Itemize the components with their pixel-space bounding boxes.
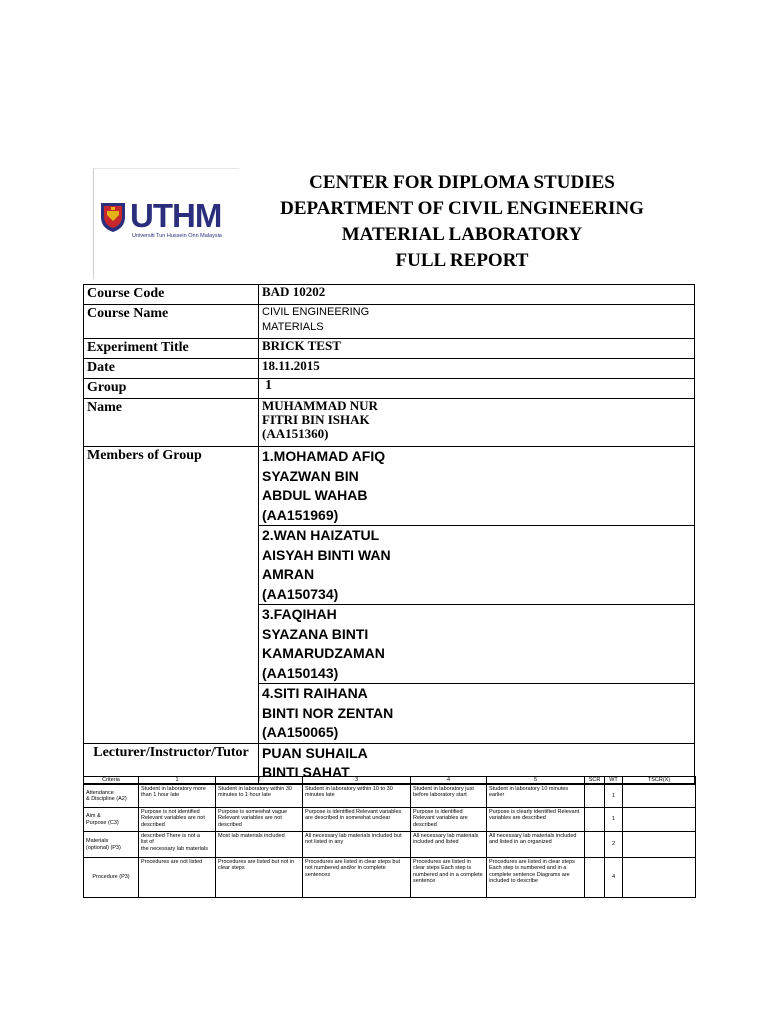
member-1-line-4: (AA151969)	[262, 506, 339, 523]
rubric-total-score-cell[interactable]	[623, 785, 696, 808]
rubric-header-row	[84, 777, 696, 785]
name-line-2: FITRI BIN ISHAK	[262, 412, 370, 427]
rubric-header-scr: SCR	[585, 777, 605, 785]
date-value: 18.11.2015	[259, 359, 695, 379]
row-date	[84, 359, 695, 379]
rubric-level-3: All necessary lab materials included but not listed in any	[303, 832, 411, 858]
row-course-name	[84, 305, 695, 339]
name-line-3: (AA151360)	[262, 426, 329, 441]
rubric-level-1	[139, 832, 216, 858]
rubric-header-1: 1	[139, 777, 216, 785]
rubric-header-criteria: Criteria	[84, 777, 139, 785]
rubric-total-score-cell[interactable]	[623, 832, 696, 858]
experiment-title-value: BRICK TEST	[259, 339, 695, 359]
rubric-row	[84, 832, 696, 858]
member-3	[259, 605, 695, 684]
rubric-level-4: Procedures are listed in clear steps Each step is numbered and in a complete sentence	[411, 858, 487, 898]
row-group	[84, 379, 695, 399]
university-logo	[93, 168, 239, 279]
rubric-level-5: All necessary lab materials included and listed in an organized	[487, 832, 585, 858]
member-3-line-4: (AA150143)	[262, 664, 339, 681]
rubric-level-4: Student in laboratory just before laboratory start	[411, 785, 487, 808]
report-info-table	[83, 284, 695, 784]
report-heading	[262, 170, 662, 274]
rubric-header-4: 4	[411, 777, 487, 785]
row-name	[84, 399, 695, 447]
rubric-level-2: Procedures are listed but not in clear steps	[216, 858, 303, 898]
members-label: Members of Group	[84, 447, 259, 744]
rubric-criteria-line-2: & Discipline (A2)	[86, 796, 127, 802]
member-1-line-1: 1.MOHAMAD AFIQ	[262, 448, 386, 464]
experiment-title-label: Experiment Title	[84, 339, 259, 359]
rubric-criteria	[84, 808, 139, 832]
heading-line-1: CENTER FOR DIPLOMA STUDIES	[309, 172, 615, 193]
rubric-level-1-line-2: list of	[141, 839, 154, 846]
member-3-line-1: 3.FAQIHAH	[262, 606, 337, 622]
rubric-level-1: Procedures are not listed	[139, 858, 216, 898]
heading-line-2: DEPARTMENT OF CIVIL ENGINEERING	[280, 198, 644, 219]
rubric-score-cell[interactable]	[585, 785, 605, 808]
rubric-level-1: Student in laboratory more than 1 hour late	[139, 785, 216, 808]
rubric-weight: 1	[605, 808, 623, 832]
rubric-level-3: Procedures are listed in clear steps but not numbered and/or in complete sentences	[303, 858, 411, 898]
heading-line-3: MATERIAL LABORATORY	[341, 224, 583, 245]
course-code-label: Course Code	[84, 285, 259, 305]
member-1	[259, 447, 695, 526]
rubric-level-1: Purpose is not identified Relevant variables are not described	[139, 808, 216, 832]
member-2-line-2: AISYAH BINTI WAN	[262, 546, 391, 563]
name-line-1: MUHAMMAD NUR	[262, 398, 378, 413]
member-4-line-3: (AA150065)	[262, 724, 339, 740]
rubric-weight: 4	[605, 858, 623, 898]
name-value	[259, 399, 695, 447]
rubric-weight: 1	[605, 785, 623, 808]
member-4	[259, 684, 695, 744]
row-experiment-title	[84, 339, 695, 359]
rubric-row	[84, 785, 696, 808]
rubric-level-5: Purpose is clearly identified Relevant variables are described	[487, 808, 585, 832]
member-2-line-1: 2.WAN HAIZATUL	[262, 527, 380, 543]
course-code-value: BAD 10202	[259, 285, 695, 305]
rubric-score-cell[interactable]	[585, 808, 605, 832]
course-name-value	[259, 305, 695, 339]
rubric-score-cell[interactable]	[585, 858, 605, 898]
member-2-line-4: (AA150734)	[262, 585, 339, 602]
rubric-level-1-line-3: the necessary lab materials	[141, 845, 208, 852]
course-name-line-1: CIVIL ENGINEERING	[262, 306, 370, 318]
member-4-line-2: BINTI NOR ZENTAN	[262, 704, 394, 721]
rubric-criteria-line-1: Aim &	[86, 813, 101, 820]
rubric-criteria-line-1: Materials	[86, 838, 109, 845]
rubric-level-4: Purpose is identified Relevant variables are described	[411, 808, 487, 832]
group-label: Group	[84, 379, 259, 399]
rubric-level-2: Purpose is somewhat vague Relevant variables are not described	[216, 808, 303, 832]
rubric-header-3: 3	[303, 777, 411, 785]
rubric-total-score-cell[interactable]	[623, 858, 696, 898]
rubric-total-score-cell[interactable]	[623, 808, 696, 832]
rubric-row	[84, 858, 696, 898]
assessment-rubric-table	[83, 776, 696, 898]
lecturer-label: Lecturer/Instructor/Tutor	[84, 743, 259, 783]
rubric-criteria-line-2: Purpose (C3)	[86, 819, 119, 826]
logo-wordmark: UTHM	[130, 197, 222, 234]
member-4-line-1: 4.SITI RAIHANA	[262, 685, 368, 701]
rubric-level-5: Student in laboratory 10 minutes earlier	[487, 785, 585, 808]
rubric-level-2: Student in laboratory within 30 minutes to 1 hour late	[216, 785, 303, 808]
rubric-criteria-line-2: (optional) (P3)	[86, 844, 121, 851]
rubric-criteria	[84, 832, 139, 858]
rubric-level-4: All necessary lab materials included and listed	[411, 832, 487, 858]
rubric-weight: 2	[605, 832, 623, 858]
rubric-header-2: 2	[216, 777, 303, 785]
member-3-line-3: KAMARUDZAMAN	[262, 645, 385, 661]
lecturer-line-1: PUAN SUHAILA	[262, 744, 368, 761]
rubric-header-wt: WT	[605, 777, 623, 785]
name-label: Name	[84, 399, 259, 447]
member-2	[259, 526, 695, 605]
member-3-line-2: SYAZANA BINTI	[262, 625, 369, 642]
logo-subtitle: Universiti Tun Hussein Onn Malaysia	[132, 233, 222, 239]
row-course-code	[84, 285, 695, 305]
rubric-level-2: Most lab materials included	[216, 832, 303, 858]
group-value: 1	[259, 379, 695, 399]
date-label: Date	[84, 359, 259, 379]
rubric-level-3: Purpose is identified Relevant variables are described in somewhat unclear	[303, 808, 411, 832]
member-2-line-3: AMRAN	[262, 566, 315, 582]
rubric-score-cell[interactable]	[585, 832, 605, 858]
row-members	[84, 447, 695, 526]
lecturer-line-2: BINTI SAHAT	[262, 764, 350, 780]
rubric-level-1-word: described	[141, 833, 165, 839]
rubric-criteria	[84, 785, 139, 808]
rubric-header-5: 5	[487, 777, 585, 785]
rubric-level-3: Student in laboratory within 10 to 30 minutes late	[303, 785, 411, 808]
uthm-emblem-icon	[98, 201, 128, 233]
rubric-criteria: Procedure (P3)	[84, 858, 139, 898]
rubric-header-tscr: TSCR(X)	[623, 777, 696, 785]
member-1-line-2: SYAZWAN BIN	[262, 467, 359, 484]
member-1-line-3: ABDUL WAHAB	[262, 487, 368, 503]
heading-line-4: FULL REPORT	[395, 250, 529, 271]
rubric-row	[84, 808, 696, 832]
rubric-level-1-word: There is not a	[166, 833, 200, 839]
course-name-label: Course Name	[84, 305, 259, 339]
rubric-level-5: Procedures are listed in clear steps Each step is numbered and in a complete sentence Diagrams are included to describe	[487, 858, 585, 898]
rubric-criteria-line-1: Attendance	[86, 789, 114, 796]
course-name-line-2: MATERIALS	[262, 321, 324, 333]
